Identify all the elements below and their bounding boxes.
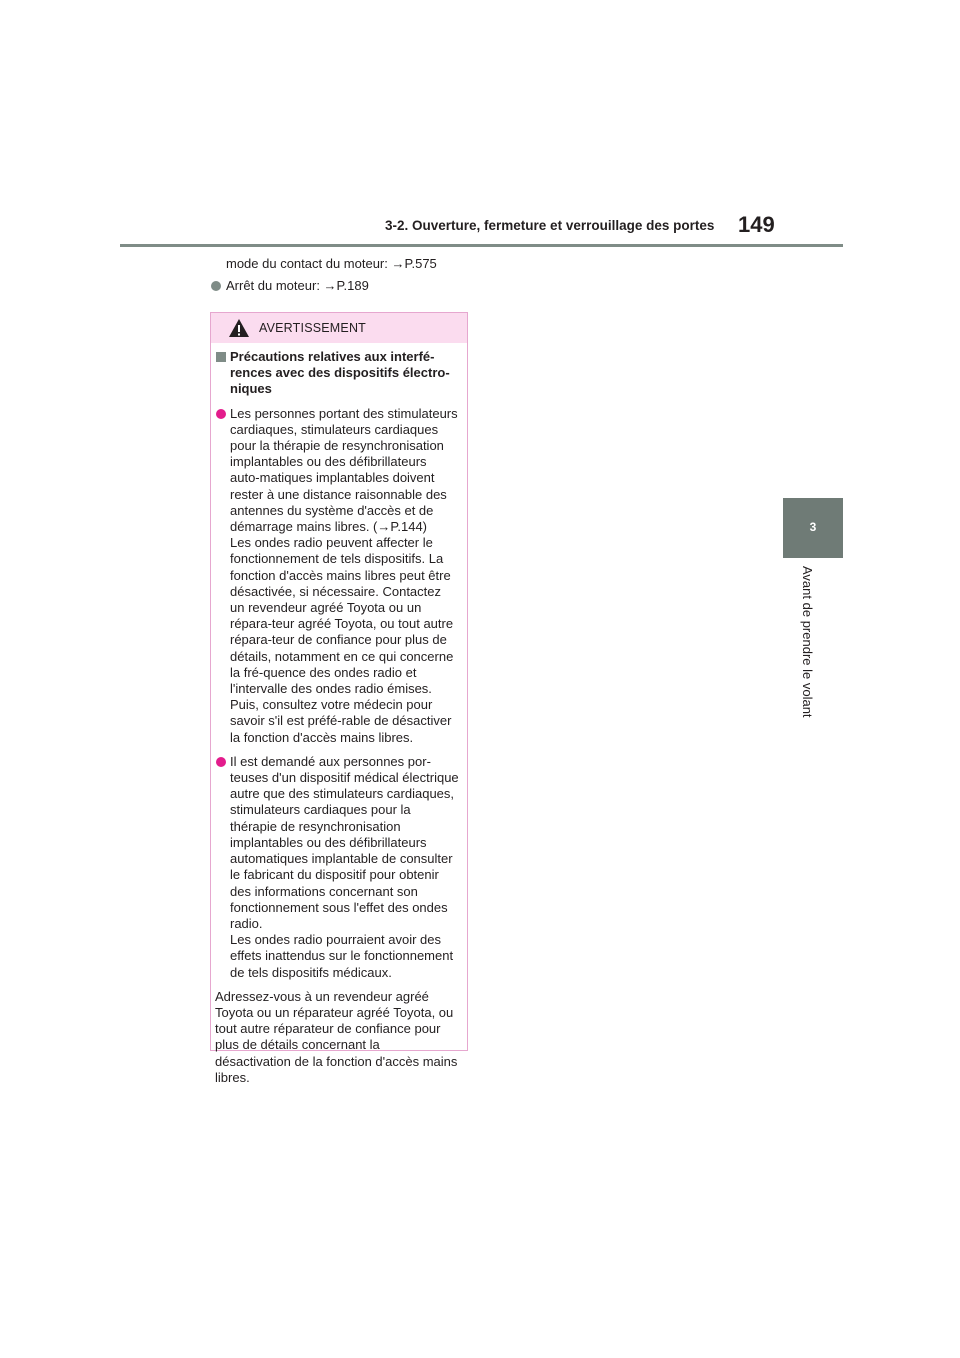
bullet-dot [211, 281, 221, 291]
warning-header [211, 313, 467, 343]
bullet-dot [216, 409, 226, 419]
warning-item-2-para-2: Les ondes radio pourraient avoir des effets inattendus sur le fonctionnement de tels dispositifs médicaux. [230, 932, 454, 980]
warning-body [211, 343, 467, 1086]
warning-heading: Précautions relatives aux interfé-rences avec des dispositifs électro-niques [230, 349, 450, 397]
intro-line-2 [211, 278, 369, 294]
warning-closing: Adressez-vous à un revendeur agréé Toyota ou un réparateur agréé Toyota, ou tout autre réparateur de confiance pour plus de détails concernant la désactivation de la fonction d'accès mains libres. [215, 988, 458, 1085]
intro-line-2-text: Arrêt du moteur: →P.189 [226, 278, 369, 293]
warning-item-2-para-1: Il est demandé aux personnes por-teuses d'un dispositif médical électrique autre que des stimulateurs cardiaques, stimulateurs cardiaques pour la thérapie de resynchronisation implantables ou des défibrillateurs automatiques implantable de consulter le fabricant du dispositif pour obtenir des informations concernant son fonctionnement sous l'effet des ondes radio. [230, 753, 459, 931]
warning-item-2-text [230, 754, 459, 981]
section-title: 3-2. Ouverture, fermeture et verrouillage des portes [385, 218, 715, 233]
warning-item-1-para-2: Les ondes radio peuvent affecter le fonctionnement de tels dispositifs. La fonction d'accès mains libres peut être désactivée, si nécessaire. Contactez un revendeur agréé Toyota ou un répara-teur agréé Toyota, ou tout autre répara-teur de confiance pour plus de détails, notamment en ce qui concerne la fré-quence des ondes radio et l'intervalle des ondes radio émises. Puis, consultez votre médecin pour savoir s'il est préfé-rable de désactiver la fonction d'accès mains libres. [230, 535, 454, 745]
warning-title: AVERTISSEMENT [259, 321, 367, 335]
warning-item-2 [215, 754, 459, 981]
warning-heading-row [215, 349, 459, 398]
warning-box [210, 312, 468, 1085]
warning-triangle-icon [228, 318, 250, 338]
header-divider [120, 244, 843, 247]
intro-line-1: mode du contact du moteur: →P.575 [226, 256, 437, 271]
chapter-tab [783, 498, 843, 558]
chapter-number: 3 [809, 520, 817, 534]
warning-item-1-text [230, 406, 459, 746]
warning-item-1-para-1: Les personnes portant des stimulateurs cardiaques, stimulateurs cardiaques pour la thérapie de resynchronisation implantables ou des défibrillateurs auto-matiques implantables doivent rester à une distance raisonnable des antennes du système d'accès et de démarrage mains libres. (→P.144) [230, 405, 458, 535]
square-bullet-icon [216, 352, 226, 362]
bullet-dot [216, 757, 226, 767]
warning-item-1 [215, 406, 459, 746]
chapter-title: Avant de prendre le volant [800, 566, 815, 718]
page-number: 149 [738, 212, 775, 237]
